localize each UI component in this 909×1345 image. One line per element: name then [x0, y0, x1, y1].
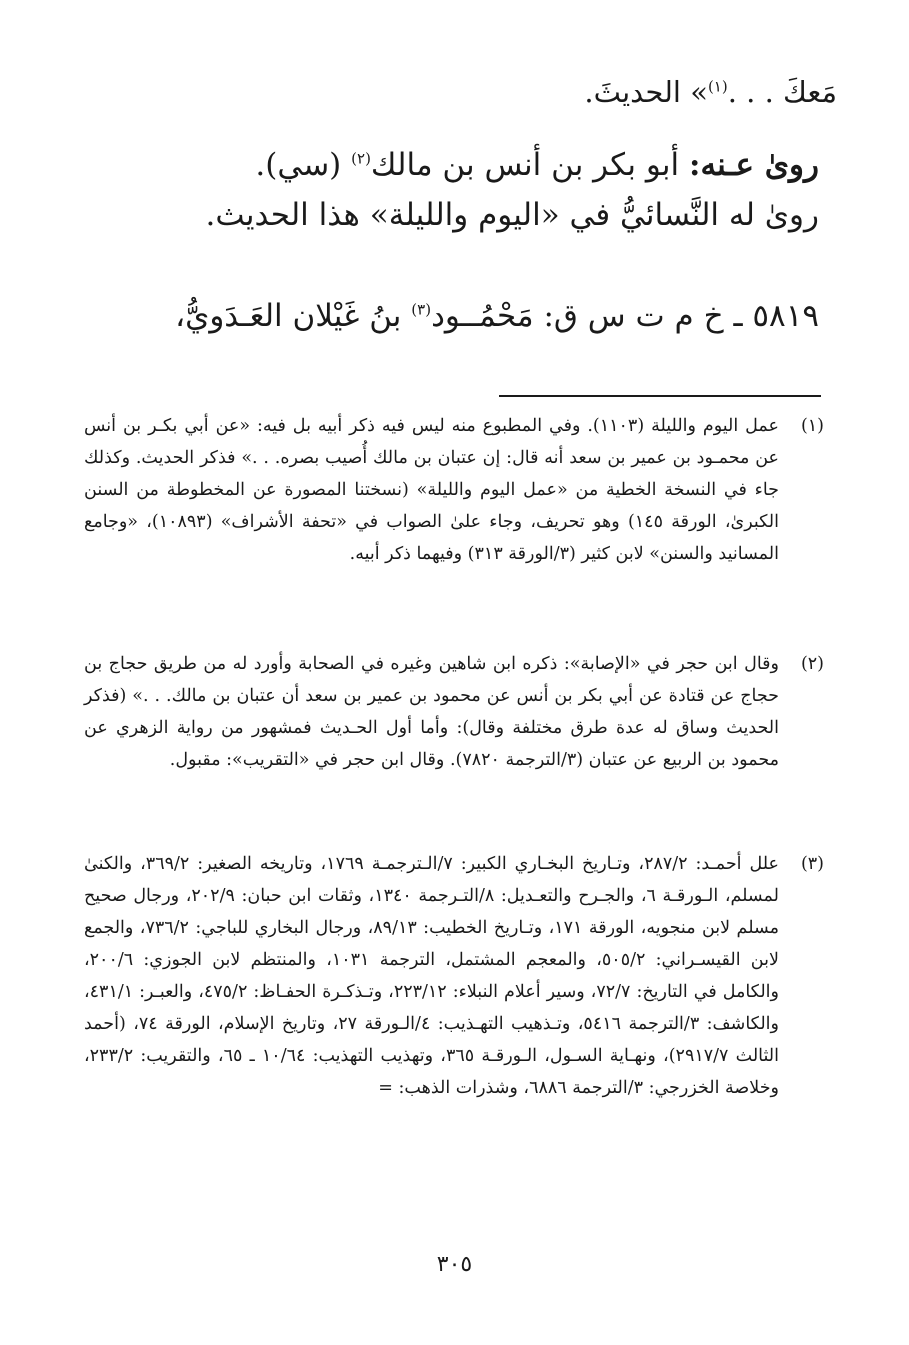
source-code: (سي).	[255, 147, 342, 183]
entry-number-and-codes: ٥٨١٩ ـ خ م ت س ق: مَحْمُــود	[431, 298, 819, 334]
main-text-line-3	[206, 195, 819, 235]
line3-text: روىٰ له النَّسائيُّ في «اليوم والليلة» هذا الحديث.	[205, 197, 819, 233]
narrated-from-label: روىٰ عـنه:	[689, 147, 819, 183]
narrator-name: أبو بكر بن أنس بن مالك	[370, 147, 680, 183]
line1-suffix: » الحديثَ.	[584, 75, 708, 109]
footnote-number-1: (١)	[800, 416, 824, 436]
footnote-text-2: وقال ابن حجر في «الإصابة»: ذكره ابن شاهين وغيره في الصحابة وأورد له من طريق حجاج بن حجاج عن قتادة عن أبي بكر بن أنس عن محمود بن عمير بن سعد أن عتبان بن مالك. . .» (فذكر الحديث وساق له عدة طرق مختلفة وقال): وأما أول الحـديث فمشهور من رواية الزهري عن محمود بن الربيع عن عتبان (٣/الترجمة ٧٨٢٠). وقال ابن حجر في «التقريب»: مقبول.	[84, 654, 779, 770]
main-text-line-2	[255, 145, 819, 185]
footnote-ref-2: (٢)	[351, 149, 371, 168]
footnote-3	[84, 848, 824, 1104]
footnote-text-1: عمل اليوم والليلة (١١٠٣). وفي المطبوع منه ليس فيه ذكر أبيه بل فيه: «عن أبي بكـر بن أنس عن محمـود بن عمير بن سعد أنه قال: إن عتبان بن مالك أُصيب بصره. . .» فذكر الحديث. وكذلك جاء في النسخة الخطية من «عمل اليوم والليلة» (نسختنا المصورة عن المخطوطة من السنن الكبرىٰ، الورقة ١٤٥) وهو تحريف، وجاء علىٰ الصواب في «تحفة الأشراف» (١٠٨٩٣)، «وجامع المسانيد والسنن» لابن كثير (٣/الورقة ٣١٣) وفيهما ذكر أبيه.	[84, 416, 779, 564]
footnote-ref-1: (١)	[707, 77, 728, 96]
footnote-number-3: (٣)	[800, 854, 824, 874]
page-number: ٣٠٥	[436, 1252, 473, 1277]
main-text-line-1	[584, 72, 837, 112]
footnote-separator	[499, 395, 821, 397]
biography-entry-heading	[175, 296, 819, 336]
entry-name: بنُ غَيْلان العَـدَويُّ،	[175, 298, 402, 334]
line1-prefix: مَعكَ . . .	[727, 75, 837, 109]
footnote-2	[84, 648, 824, 776]
footnote-1	[84, 410, 824, 570]
footnote-number-2: (٢)	[800, 654, 824, 674]
footnote-text-3: علل أحمـد: ٢٨٧/٢، وتـاريخ البخـاري الكبير: ٧/الـترجمـة ١٧٦٩، وتاريخه الصغير: ٣٦٩/٢، والكنىٰ لمسلم، الـورقـة ٦، والجـرح والتعـديل: ٨/التـرجمة ١٣٤٠، وثقات ابن حبان: ٢٠٢/٩، ورجال صحيح مسلم لابن منجويه، الورقة ١٧١، وتـاريخ الخطيب: ٨٩/١٣، ورجال البخاري للباجي: ٧٣٦/٢، والجمع لابن القيسـراني: ٥٠٥/٢، والمعجم المشتمل، الترجمة ١٠٣١، والمنتظم لابن الجوزي: ٢٠٠/٦، والكامل في التاريخ: ٧٢/٧، وسير أعلام النبلاء: ٢٢٣/١٢، وتـذكـرة الحفـاظ: ٤٧٥/٢، والعبـر: ٤٣١/١، والكاشف: ٣/الترجمة ٥٤١٦، وتـذهيب التهـذيب: ٤/الـورقة ٢٧، وتاريخ الإسلام، الورقة ٧٤، (أحمد الثالث ٢٩١٧/٧)، ونهـاية السـول، الـورقـة ٣٦٥، وتهذيب التهذيب: ١٠/٦٤ ـ ٦٥، والتقريب: ٢٣٣/٢، وخلاصة الخزرجي: ٣/الترجمة ٦٨٨٦، وشذرات الذهب: =	[84, 854, 780, 1098]
footnote-ref-3: (٣)	[411, 300, 432, 319]
